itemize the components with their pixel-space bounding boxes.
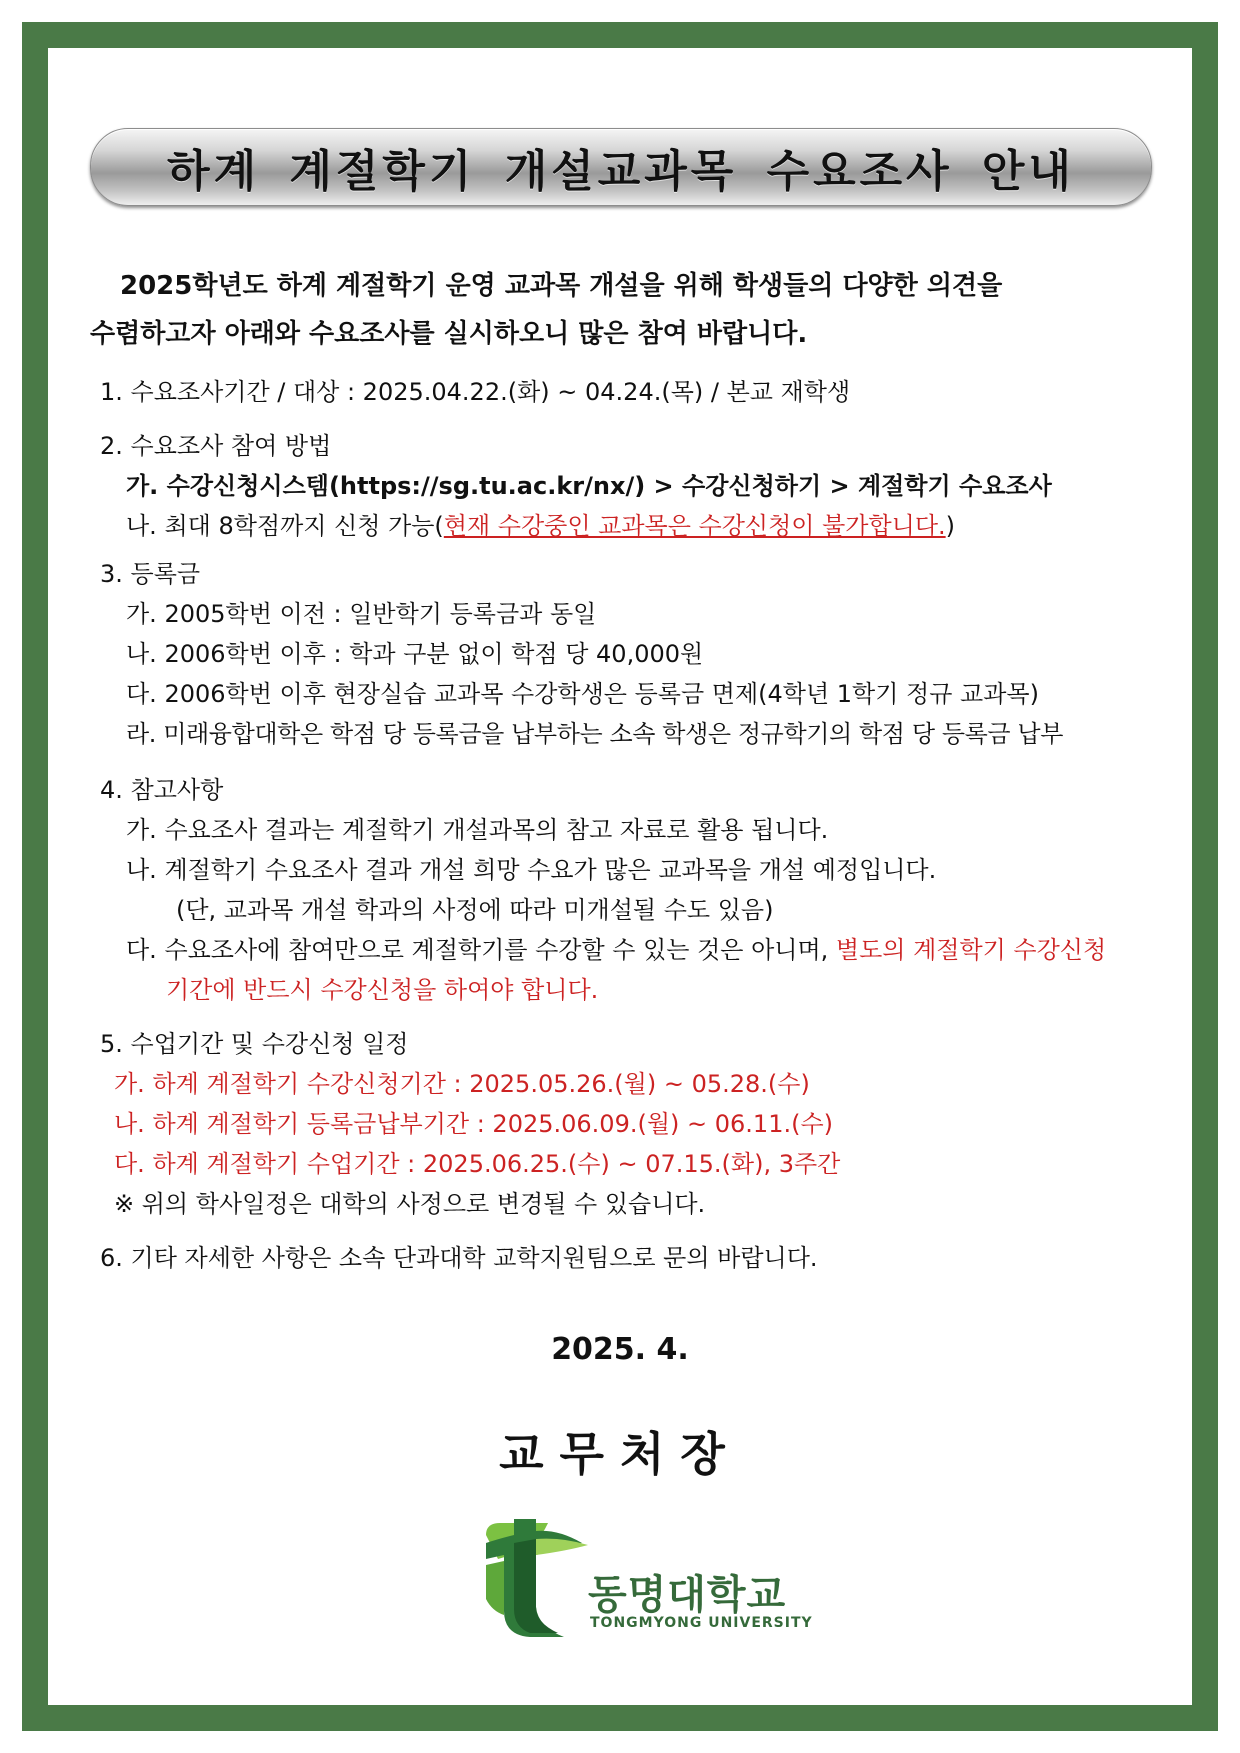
section-4-heading: 4. 참고사항	[100, 776, 224, 804]
section-1	[100, 372, 1160, 412]
section-4-da-red-2: 기간에 반드시 수강신청을 하여야 합니다.	[166, 976, 599, 1004]
section-4-item-ga: 가. 수요조사 결과는 계절학기 개설과목의 참고 자료로 활용 됩니다.	[126, 816, 829, 844]
university-logo	[478, 1515, 813, 1645]
section-4-item-da	[100, 930, 1160, 970]
document-title: 하계 계절학기 개설교과목 수요조사 안내	[167, 146, 1075, 197]
issuer-title: 교무처장	[499, 1427, 741, 1481]
section-3-item-na: 나. 2006학번 이후 : 학과 구분 없이 학점 당 40,000원	[126, 640, 704, 668]
intro-paragraph	[90, 262, 1150, 358]
section-3-heading: 3. 등록금	[100, 560, 201, 588]
section-3-item-da: 다. 2006학번 이후 현장실습 교과목 수강학생은 등록금 면제(4학년 1학기 정규 교과목)	[126, 680, 1039, 708]
section-5-heading: 5. 수업기간 및 수강신청 일정	[100, 1030, 409, 1058]
logo-emblem-icon	[478, 1515, 598, 1645]
section-5-item-na: 나. 하계 계절학기 등록금납부기간 : 2025.06.09.(월) ~ 06.11.(수)	[114, 1110, 834, 1138]
intro-line-2: 수렴하고자 아래와 수요조사를 실시하오니 많은 참여 바랍니다.	[90, 319, 808, 349]
section-1-text: 1. 수요조사기간 / 대상 : 2025.04.22.(화) ~ 04.24.(목) / 본교 재학생	[100, 378, 851, 406]
section-5-item-ga: 가. 하계 계절학기 수강신청기간 : 2025.05.26.(월) ~ 05.28.(수)	[114, 1070, 810, 1098]
section-2	[100, 426, 1160, 546]
section-6	[100, 1238, 1160, 1278]
section-3-item-ga: 가. 2005학번 이전 : 일반학기 등록금과 동일	[126, 600, 597, 628]
section-4-item-na: 나. 계절학기 수요조사 결과 개설 희망 수요가 많은 교과목을 개설 예정입니다.	[126, 856, 937, 884]
section-3	[100, 554, 1160, 754]
section-5	[100, 1024, 1160, 1224]
section-5-item-da: 다. 하계 계절학기 수업기간 : 2025.06.25.(수) ~ 07.15.(화), 3주간	[114, 1150, 841, 1178]
section-2-na-warning: 현재 수강중인 교과목은 수강신청이 불가합니다.	[443, 512, 946, 540]
section-4-na-note: (단, 교과목 개설 학과의 사정에 따라 미개설될 수도 있음)	[176, 896, 774, 924]
section-4-da-red-1: 별도의 계절학기 수강신청	[835, 936, 1107, 964]
document-date: 2025. 4.	[551, 1332, 689, 1367]
section-4-da-prefix: 다. 수요조사에 참여만으로 계절학기를 수강할 수 있는 것은 아니며,	[126, 936, 836, 964]
logo-subtitle: TONGMYONG UNIVERSITY	[590, 1615, 813, 1631]
section-5-note: ※ 위의 학사일정은 대학의 사정으로 변경될 수 있습니다.	[114, 1190, 706, 1218]
section-3-item-ra: 라. 미래융합대학은 학점 당 등록금을 납부하는 소속 학생은 정규학기의 학점 당 등록금 납부	[126, 720, 1063, 748]
section-2-item-na	[100, 506, 1160, 546]
title-banner	[90, 128, 1152, 206]
section-2-na-suffix: )	[945, 512, 956, 540]
section-4	[100, 770, 1160, 1010]
intro-line-1: 2025학년도 하계 계절학기 운영 교과목 개설을 위해 학생들의 다양한 의견을	[120, 271, 1003, 301]
section-6-text: 6. 기타 자세한 사항은 소속 단과대학 교학지원팀으로 문의 바랍니다.	[100, 1244, 818, 1272]
section-2-na-prefix: 나. 최대 8학점까지 신청 가능(	[126, 512, 444, 540]
logo-name: 동명대학교	[588, 1572, 787, 1618]
section-2-item-ga: 가. 수강신청시스템(https://sg.tu.ac.kr/nx/) > 수강신청하기 > 계절학기 수요조사	[126, 472, 1052, 500]
section-2-heading: 2. 수요조사 참여 방법	[100, 432, 332, 460]
